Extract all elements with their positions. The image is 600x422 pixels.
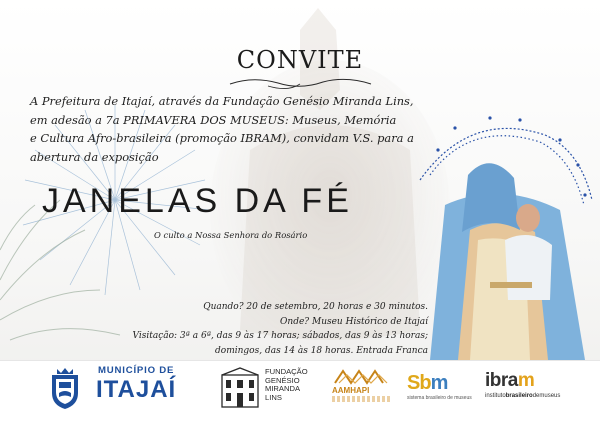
sbm-logo-letters: Sb <box>407 372 431 394</box>
flourish-ornament <box>228 74 373 92</box>
detail-when: Quando? 20 de setembro, 20 horas e 30 minutos. <box>203 302 428 312</box>
ibram-logo-m: m <box>517 370 535 391</box>
exhibition-title: JANELAS DA FÉ <box>42 182 353 220</box>
event-details <box>128 300 428 358</box>
sponsor-logos-bar <box>0 360 600 422</box>
ibram-tagline <box>485 393 560 399</box>
intro-paragraph <box>30 92 450 166</box>
ibram-tagline-start: instituto <box>485 393 506 399</box>
fundacao-line: MIRANDA <box>265 384 301 394</box>
aamhapi-fine-print <box>332 396 392 402</box>
municipio-name: ITAJAÍ <box>96 376 177 403</box>
invitation-title: convite <box>236 37 364 77</box>
sbm-tagline: sistema brasileiro de museus <box>407 395 472 401</box>
intro-line: em adesão a 7a PRIMAVERA DOS MUSEUS: Museus, Memória <box>30 112 397 127</box>
ibram-logo-letters: ibra <box>485 370 518 391</box>
sbm-logo-m: m <box>430 372 448 394</box>
intro-line: e Cultura Afro-brasileira (promoção IBRAM), convidam V.S. para a <box>30 131 414 145</box>
exhibition-subtitle: O culto a Nossa Senhora do Rosário <box>154 230 308 240</box>
intro-line: abertura da exposição <box>30 149 159 164</box>
detail-sundays: domingos, das 14 às 18 horas. Entrada Franca <box>215 345 428 356</box>
fundacao-logo-text <box>265 368 308 403</box>
fundacao-line: GENÉSIO <box>265 375 300 385</box>
municipio-label: MUNICÍPIO DE <box>98 365 175 376</box>
aamhapi-logo-icon <box>333 367 389 385</box>
detail-where: Onde? Museu Histórico de Itajaí <box>280 316 428 327</box>
fundacao-line: FUNDAÇÃO <box>265 367 308 376</box>
ibram-logo <box>485 370 534 392</box>
palm-fronds <box>0 200 120 340</box>
fundacao-line: LINS <box>265 393 282 403</box>
ibram-tagline-end: demuseus <box>532 393 561 399</box>
intro-line: A Prefeitura de Itajaí, através da Fundação Genésio Miranda Lins, <box>30 94 414 108</box>
detail-visiting-hours: Visitação: 3ª a 6ª, das 9 às 17 horas; sábados, das 9 às 13 horas; <box>132 331 428 341</box>
itajai-crest-icon <box>48 367 82 411</box>
aamhapi-logo-text: AAMHAPI <box>332 386 370 395</box>
ibram-tagline-bold: brasileiro <box>505 393 533 399</box>
museum-building-icon <box>220 367 260 409</box>
sbm-logo <box>407 372 447 395</box>
